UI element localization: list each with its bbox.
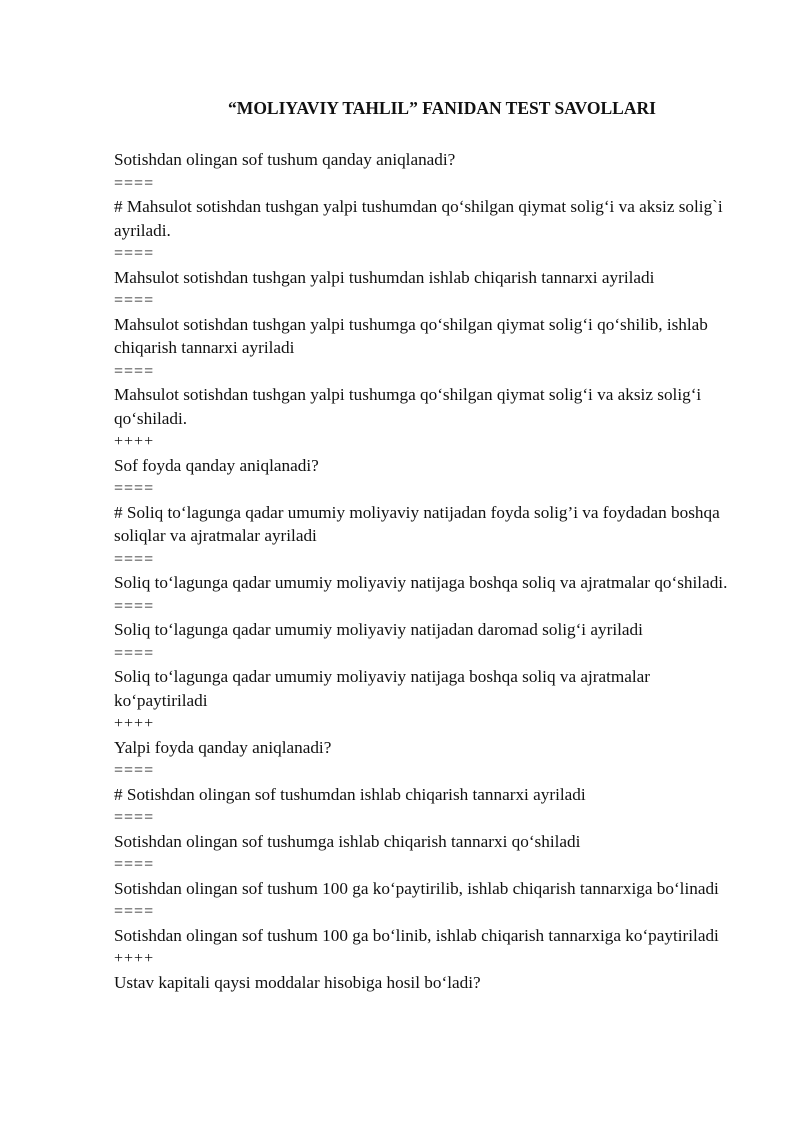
document-title: “MOLIYAVIY TAHLIL” FANIDAN TEST SAVOLLARI	[228, 98, 656, 118]
answer-option: Soliq to‘lagunga qadar umumiy moliyaviy natijaga boshqa soliq va ajratmalar qo‘shiladi.	[114, 573, 728, 592]
question-separator: ++++	[114, 715, 155, 732]
question-text: Sof foyda qanday aniqlanadi?	[114, 455, 319, 475]
answer-option: Mahsulot sotishdan tushgan yalpi tushumga qo‘shilgan qiymat solig‘i qo‘shilib, ishlab chiqarish tannarxi ayriladi	[114, 314, 708, 357]
answer-option: Soliq to‘lagunga qadar umumiy moliyaviy natijadan daromad solig‘i ayriladi	[114, 620, 643, 639]
answer-correct: # Mahsulot sotishdan tushgan yalpi tushumdan qo‘shilgan qiymat solig‘i va aksiz solig`i ayriladi.	[114, 197, 723, 240]
answer-correct: # Sotishdan olingan sof tushumdan ishlab chiqarish tannarxi ayriladi	[114, 784, 586, 804]
separator: ====	[114, 245, 155, 262]
answer-option: Mahsulot sotishdan tushgan yalpi tushumdan ishlab chiqarish tannarxi ayriladi	[114, 267, 655, 287]
answer-option: Sotishdan olingan sof tushum 100 ga ko‘paytirilib, ishlab chiqarish tannarxiga bo‘linadi	[114, 878, 719, 898]
answer-correct: # Soliq to‘lagunga qadar umumiy moliyaviy natijadan foyda solig’i va foydadan boshqa soliqlar va ajratmalar ayriladi	[114, 502, 720, 545]
answer-option: Soliq to‘lagunga qadar umumiy moliyaviy natijaga boshqa soliq va ajratmalar ko‘paytiriladi	[114, 667, 651, 710]
separator: ====	[114, 856, 155, 873]
separator: ====	[114, 597, 155, 615]
separator: ====	[114, 644, 155, 662]
answer-option: Sotishdan olingan sof tushumga ishlab chiqarish tannarxi qo‘shiladi	[114, 831, 581, 851]
answer-option: Sotishdan olingan sof tushum 100 ga bo‘linib, ishlab chiqarish tannarxiga ko‘paytiriladi	[114, 925, 719, 945]
question-text: Yalpi foyda qanday aniqlanadi?	[114, 737, 332, 757]
question-separator: ++++	[114, 950, 155, 967]
separator: ====	[114, 362, 155, 380]
question-text: Sotishdan olingan sof tushum qanday aniqlanadi?	[114, 150, 456, 169]
separator: ====	[114, 550, 155, 568]
question-text: Ustav kapitali qaysi moddalar hisobiga hosil bo‘ladi?	[114, 972, 481, 992]
separator: ====	[114, 809, 155, 826]
separator: ====	[114, 292, 155, 309]
question-separator: ++++	[114, 433, 155, 450]
answer-option: Mahsulot sotishdan tushgan yalpi tushumga qo‘shilgan qiymat solig‘i va aksiz solig‘i qo‘shiladi.	[114, 385, 702, 428]
separator: ====	[114, 174, 155, 192]
document-body	[114, 148, 730, 994]
separator: ====	[114, 480, 155, 497]
separator: ====	[114, 903, 155, 920]
separator: ====	[114, 762, 155, 779]
